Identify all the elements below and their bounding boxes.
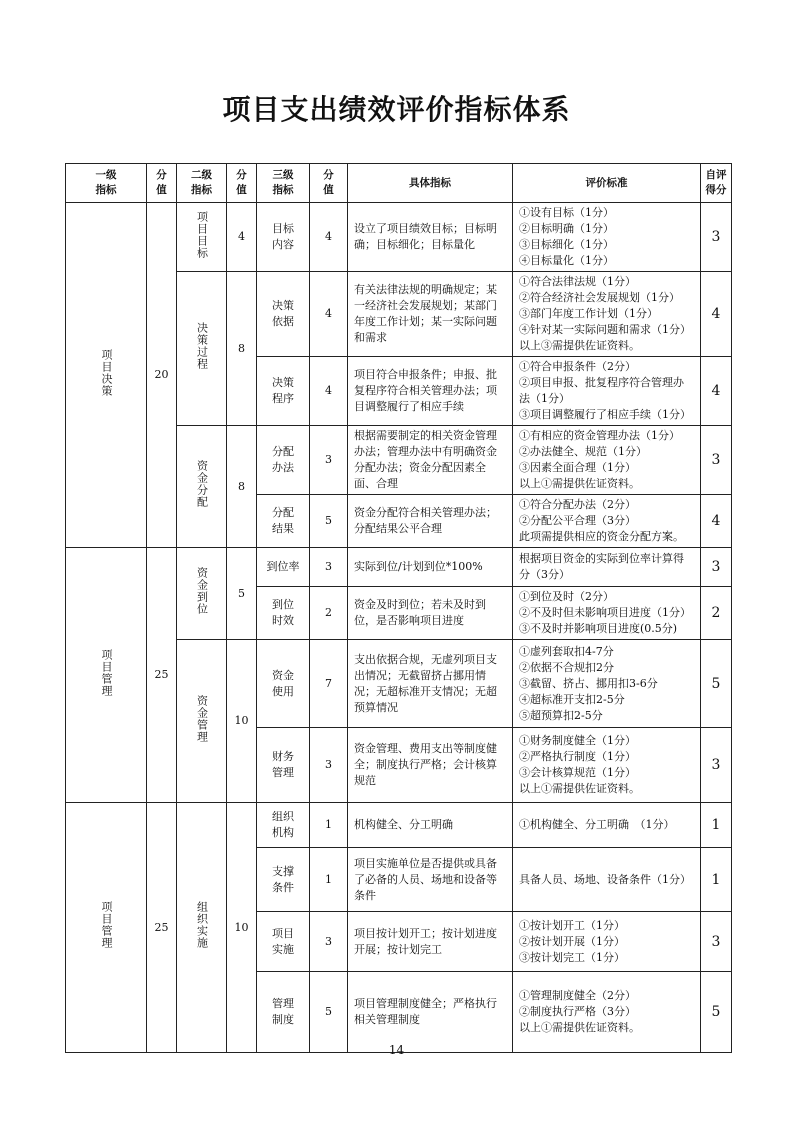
specific-indicator: 资金管理、费用支出等制度健全；制度执行严格；会计核算规范 xyxy=(348,728,513,803)
level2-name-text: 资金管理 xyxy=(195,694,209,743)
level3-name: 决策 依据 xyxy=(257,272,310,357)
level3-name: 到位率 xyxy=(257,548,310,587)
level2-name-text: 资金到位 xyxy=(195,567,209,615)
self-score: 3 xyxy=(701,426,732,495)
level2-name xyxy=(177,203,227,272)
level3-name: 目标 内容 xyxy=(257,203,310,272)
level3-score: 1 xyxy=(310,803,348,848)
evaluation-standard: ①符合法律法规（1分） ②符合经济社会发展规划（1分） ③部门年度工作计划（1分） ④针对某一实际问题和需求（1分） 以上③需提供佐证资料。 xyxy=(513,272,701,357)
specific-indicator: 设立了项目绩效目标；目标明确；目标细化；目标量化 xyxy=(348,203,513,272)
level2-score: 10 xyxy=(227,803,257,1053)
level3-name: 决策 程序 xyxy=(257,357,310,426)
self-score: 3 xyxy=(701,203,732,272)
specific-indicator: 支出依据合规，无虚列项目支出情况；无截留挤占挪用情况；无超标准开支情况；无超预算情况 xyxy=(348,640,513,728)
level2-score: 8 xyxy=(227,272,257,426)
header-level3: 三级 指标 xyxy=(257,164,310,203)
self-score: 5 xyxy=(701,972,732,1053)
level3-name: 管理 制度 xyxy=(257,972,310,1053)
level2-name xyxy=(177,426,227,548)
level3-score: 2 xyxy=(310,587,348,640)
level3-name: 支撑 条件 xyxy=(257,848,310,912)
header-standard: 评价标准 xyxy=(513,164,701,203)
self-score: 3 xyxy=(701,548,732,587)
evaluation-standard: ①管理制度健全（2分） ②制度执行严格（3分） 以上①需提供佐证资料。 xyxy=(513,972,701,1053)
self-score: 3 xyxy=(701,728,732,803)
specific-indicator: 项目按计划开工；按计划进度开展；按计划完工 xyxy=(348,912,513,972)
self-score: 4 xyxy=(701,357,732,426)
evaluation-standard: ①机构健全、分工明确 （1分） xyxy=(513,803,701,848)
level2-name-text: 资金分配 xyxy=(195,460,209,508)
evaluation-table xyxy=(65,163,732,1053)
level2-name-text: 决策过程 xyxy=(195,322,209,370)
evaluation-standard: ①符合分配办法（2分） ②分配公平合理（3分） 此项需提供相应的资金分配方案。 xyxy=(513,495,701,548)
self-score: 1 xyxy=(701,803,732,848)
level3-score: 5 xyxy=(310,495,348,548)
table-row xyxy=(66,548,732,587)
specific-indicator: 实际到位/计划到位*100% xyxy=(348,548,513,587)
evaluation-standard: 具备人员、场地、设备条件（1分） xyxy=(513,848,701,912)
level2-name xyxy=(177,803,227,1053)
level3-name: 分配 办法 xyxy=(257,426,310,495)
header-score2: 分 值 xyxy=(227,164,257,203)
level3-score: 5 xyxy=(310,972,348,1053)
level2-score: 5 xyxy=(227,548,257,640)
specific-indicator: 机构健全、分工明确 xyxy=(348,803,513,848)
evaluation-standard: ①虚列套取扣4-7分 ②依据不合规扣2分 ③截留、挤占、挪用扣3-6分 ④超标准开支扣2-5分 ⑤超预算扣2-5分 xyxy=(513,640,701,728)
header-score3: 分 值 xyxy=(310,164,348,203)
level1-name xyxy=(66,803,147,1053)
evaluation-standard: ①符合申报条件（2分） ②项目申报、批复程序符合管理办法（1分） ③项目调整履行了相应手续（1分） xyxy=(513,357,701,426)
level1-score: 20 xyxy=(147,203,177,548)
level3-score: 1 xyxy=(310,848,348,912)
level1-score: 25 xyxy=(147,548,177,803)
page-title: 项目支出绩效评价指标体系 xyxy=(222,93,571,126)
level1-name xyxy=(66,203,147,548)
specific-indicator: 根据需要制定的相关资金管理办法；管理办法中有明确资金分配办法；资金分配因素全面、合理 xyxy=(348,426,513,495)
table-row xyxy=(66,803,732,848)
level1-name xyxy=(66,548,147,803)
evaluation-standard: ①有相应的资金管理办法（1分） ②办法健全、规范（1分） ③因素全面合理（1分） 以上①需提供佐证资料。 xyxy=(513,426,701,495)
specific-indicator: 项目实施单位是否提供或具备了必备的人员、场地和设备等条件 xyxy=(348,848,513,912)
level3-score: 4 xyxy=(310,357,348,426)
header-spec: 具体指标 xyxy=(348,164,513,203)
level3-name: 项目 实施 xyxy=(257,912,310,972)
header-level2: 二级 指标 xyxy=(177,164,227,203)
specific-indicator: 资金及时到位；若未及时到位，是否影响项目进度 xyxy=(348,587,513,640)
page-number: 14 xyxy=(388,1043,405,1057)
evaluation-standard: ①设有目标（1分） ②目标明确（1分） ③目标细化（1分） ④目标量化（1分） xyxy=(513,203,701,272)
level1-name-text: 项目管理 xyxy=(100,648,113,697)
level1-name-text: 项目管理 xyxy=(100,901,113,949)
level3-score: 4 xyxy=(310,203,348,272)
level2-name xyxy=(177,548,227,640)
self-score: 4 xyxy=(701,495,732,548)
level2-name xyxy=(177,272,227,426)
level2-name xyxy=(177,640,227,803)
header-score1: 分 值 xyxy=(147,164,177,203)
level1-name-text: 项目决策 xyxy=(100,348,113,397)
specific-indicator: 项目符合申报条件；申报、批复程序符合相关管理办法；项目调整履行了相应手续 xyxy=(348,357,513,426)
evaluation-standard: ①财务制度健全（1分） ②严格执行制度（1分） ③会计核算规范（1分） 以上①需提供佐证资料。 xyxy=(513,728,701,803)
level3-name: 到位 时效 xyxy=(257,587,310,640)
table-row xyxy=(66,203,732,272)
level3-name: 分配 结果 xyxy=(257,495,310,548)
evaluation-standard: 根据项目资金的实际到位率计算得分（3分） xyxy=(513,548,701,587)
level3-score: 3 xyxy=(310,548,348,587)
evaluation-standard: ①到位及时（2分） ②不及时但未影响项目进度（1分） ③不及时并影响项目进度(0.5分) xyxy=(513,587,701,640)
level3-score: 3 xyxy=(310,728,348,803)
self-score: 3 xyxy=(701,912,732,972)
table-header-row xyxy=(66,164,732,203)
header-level1: 一级 指标 xyxy=(66,164,147,203)
level2-name-text: 组织实施 xyxy=(195,901,209,949)
self-score: 5 xyxy=(701,640,732,728)
evaluation-standard: ①按计划开工（1分） ②按计划开展（1分） ③按计划完工（1分） xyxy=(513,912,701,972)
level3-score: 3 xyxy=(310,912,348,972)
specific-indicator: 有关法律法规的明确规定；某一经济社会发展规划；某部门年度工作计划；某一实际问题和需求 xyxy=(348,272,513,357)
self-score: 2 xyxy=(701,587,732,640)
level2-score: 10 xyxy=(227,640,257,803)
self-score: 1 xyxy=(701,848,732,912)
level2-score: 8 xyxy=(227,426,257,548)
level3-name: 组织 机构 xyxy=(257,803,310,848)
level3-name: 财务 管理 xyxy=(257,728,310,803)
level1-score: 25 xyxy=(147,803,177,1053)
level2-score: 4 xyxy=(227,203,257,272)
header-self-score: 自评 得分 xyxy=(701,164,732,203)
level2-name-text: 项目目标 xyxy=(195,210,209,259)
specific-indicator: 项目管理制度健全；严格执行相关管理制度 xyxy=(348,972,513,1053)
level3-score: 3 xyxy=(310,426,348,495)
specific-indicator: 资金分配符合相关管理办法；分配结果公平合理 xyxy=(348,495,513,548)
level3-score: 4 xyxy=(310,272,348,357)
self-score: 4 xyxy=(701,272,732,357)
level3-name: 资金 使用 xyxy=(257,640,310,728)
level3-score: 7 xyxy=(310,640,348,728)
